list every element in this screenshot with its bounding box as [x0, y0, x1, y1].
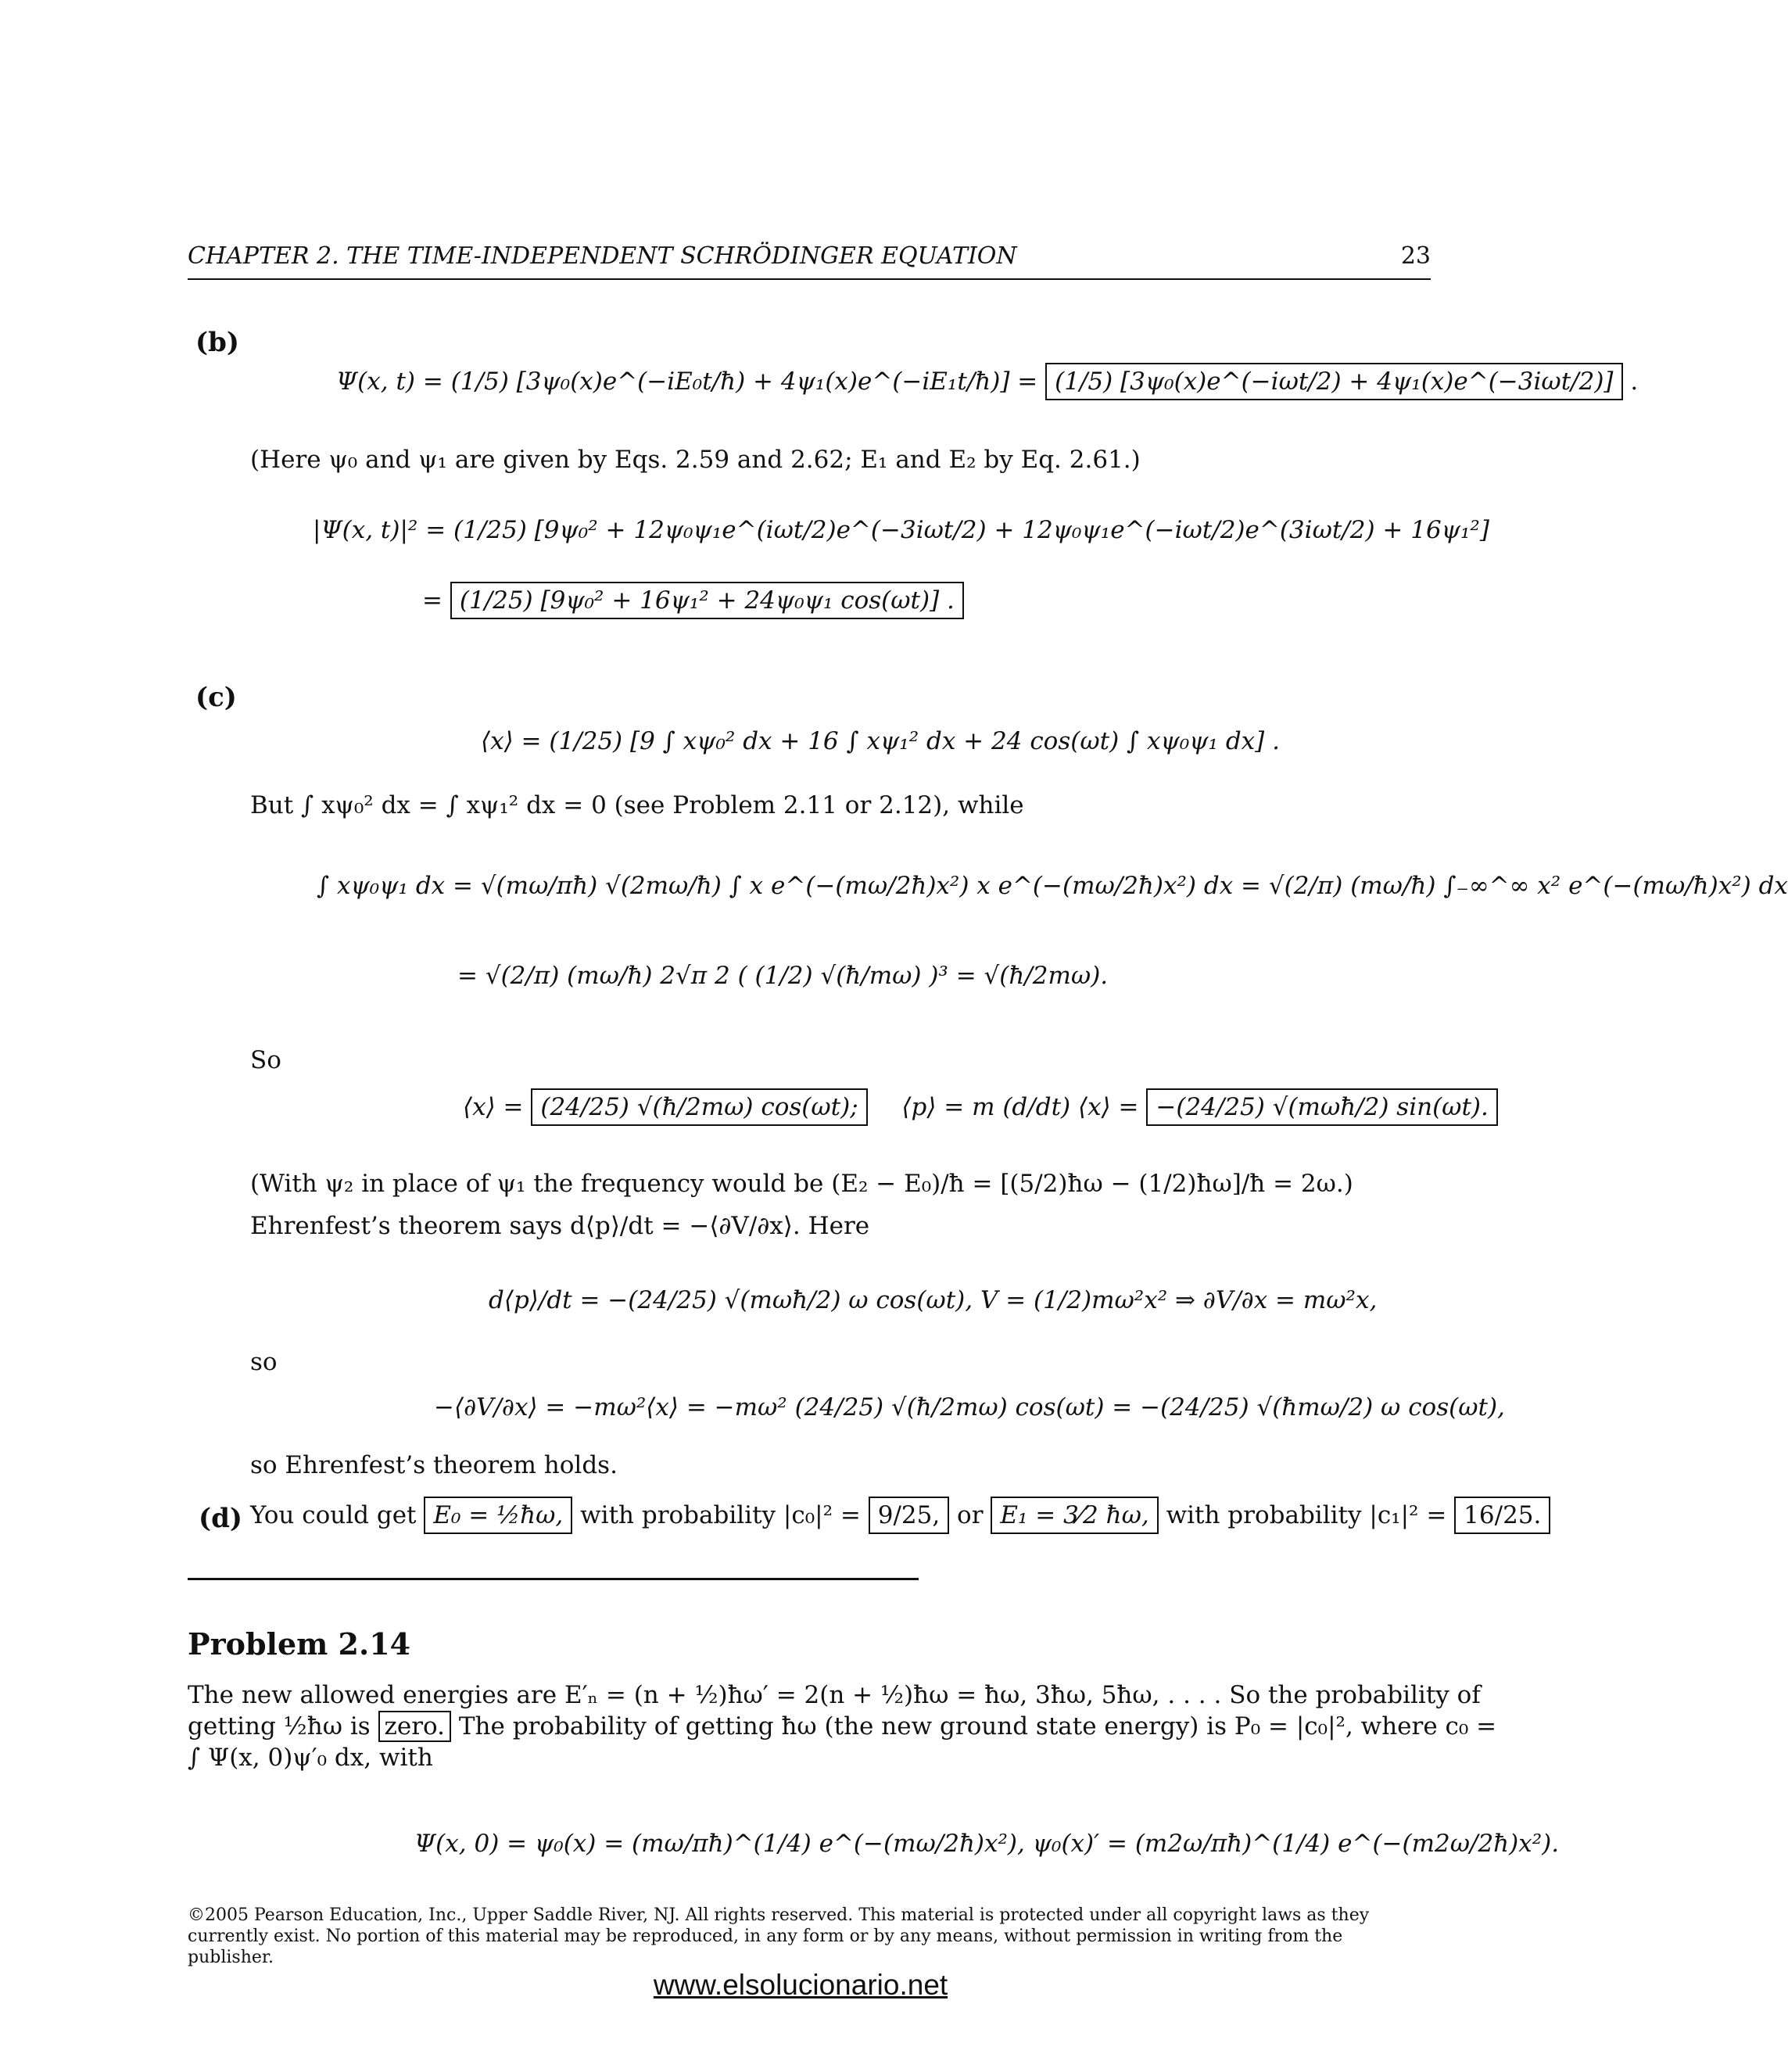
so-label: So — [250, 1046, 281, 1074]
ehrenfest-holds: so Ehrenfest’s theorem holds. — [250, 1451, 618, 1479]
ehrenfest-line: Ehrenfest’s theorem says d⟨p⟩/dt = −⟨∂V/∂x⟩. Here — [250, 1212, 870, 1240]
part-b-label: (b) — [195, 327, 239, 358]
problem-line-3: ∫ Ψ(x, 0)ψ′₀ dx, with — [188, 1744, 433, 1772]
eq-psi-xt — [336, 367, 1638, 396]
p-prefix: ⟨p⟩ = m (d/dt) ⟨x⟩ = — [901, 1093, 1139, 1121]
part-c-label: (c) — [195, 682, 237, 713]
eq-mod-psi-1: |Ψ(x, t)|² = (1/25) [9ψ₀² + 12ψ₀ψ₁e^(iωt/2)e^(−3iωt/2) + 12ψ₀ψ₁e^(−iωt/2)e^(3iωt/2) + 16ψ₁²] — [313, 516, 1489, 544]
part-d-box-prob1: 16/25. — [1454, 1497, 1550, 1534]
eq-x-p-results — [463, 1093, 1498, 1121]
eq-mod-psi-2-boxed: (1/25) [9ψ₀² + 16ψ₁² + 24ψ₀ψ₁ cos(ωt)] . — [450, 582, 964, 619]
eq-dp-dt: d⟨p⟩/dt = −(24/25) √(mωħ/2) ω cos(ωt), V = (1/2)mω²x² ⇒ ∂V/∂x = mω²x, — [489, 1286, 1378, 1314]
eq-expect-x: ⟨x⟩ = (1/25) [9 ∫ xψ₀² dx + 16 ∫ xψ₁² dx + 24 cos(ωt) ∫ xψ₀ψ₁ dx] . — [481, 727, 1280, 755]
part-d-text2: with probability |c₀|² = — [580, 1501, 861, 1529]
chapter-title: CHAPTER 2. THE TIME-INDEPENDENT SCHRÖDINGER EQUATION — [188, 242, 1017, 270]
eq-psi-left: Ψ(x, t) = (1/5) [3ψ₀(x)e^(−iE₀t/ħ) + 4ψ₁(x)e^(−iE₁t/ħ)] = — [336, 367, 1038, 396]
part-d-box-prob0: 9/25, — [869, 1497, 949, 1534]
eq-psi-end: . — [1630, 367, 1639, 396]
page-number: 23 — [1400, 242, 1431, 270]
eq-mod-psi-2 — [422, 586, 964, 615]
part-d-label: (d) — [199, 1503, 242, 1534]
so-lower: so — [250, 1348, 278, 1376]
p-result-boxed: −(24/25) √(mωħ/2) sin(ωt). — [1146, 1088, 1498, 1126]
eq-dv-dx: −⟨∂V/∂x⟩ = −mω²⟨x⟩ = −mω² (24/25) √(ħ/2mω) cos(ωt) = −(24/25) √(ħmω/2) ω cos(ωt), — [434, 1393, 1505, 1421]
eq-psi-boxed: (1/5) [3ψ₀(x)e^(−iωt/2) + 4ψ₁(x)e^(−3iωt/2)] — [1045, 363, 1622, 400]
but-line: But ∫ xψ₀² dx = ∫ xψ₁² dx = 0 (see Problem 2.11 or 2.12), while — [250, 791, 1024, 819]
website-link[interactable]: www.elsolucionario.net — [653, 1969, 948, 2001]
page-header — [188, 242, 1431, 280]
problem-title: Problem 2.14 — [188, 1626, 411, 1662]
eq-integral-1: ∫ xψ₀ψ₁ dx = √(mω/πħ) √(2mω/ħ) ∫ x e^(−(mω/2ħ)x²) x e^(−(mω/2ħ)x²) dx = √(2/π) (mω/ħ) ∫₋∞^∞ x² e^(−(mω/ħ)x²) dx — [317, 872, 1788, 900]
zero-boxed: zero. — [378, 1711, 451, 1742]
x-prefix: ⟨x⟩ = — [463, 1093, 524, 1121]
part-d-box-e1: E₁ = 3⁄2 ħω, — [991, 1497, 1158, 1534]
problem-line-2 — [188, 1712, 1496, 1740]
part-d-text1: You could get — [250, 1501, 417, 1529]
eq-mod-psi-2-prefix: = — [422, 586, 443, 615]
eq-integral-2: = √(2/π) (mω/ħ) 2√π 2 ( (1/2) √(ħ/mω) )³ = √(ħ/2mω). — [457, 962, 1109, 990]
section-divider — [188, 1578, 919, 1580]
part-d-text4: with probability |c₁|² = — [1166, 1501, 1447, 1529]
part-d-line — [250, 1501, 1550, 1529]
frequency-note: (With ψ₂ in place of ψ₁ the frequency would be (E₂ − E₀)/ħ = [(5/2)ħω − (1/2)ħω]/ħ = 2ω.) — [250, 1170, 1353, 1198]
copyright-notice: ©2005 Pearson Education, Inc., Upper Saddle River, NJ. All rights reserved. This material is protected under all copyright laws as they currently exist. No portion of this material may be reproduced, in any form or by any means, without permission in writing from the publisher. — [188, 1905, 1370, 1967]
part-d-text3: or — [957, 1501, 984, 1529]
problem-line-2b: The probability of getting ħω (the new ground state energy) is P₀ = |c₀|², where c₀ = — [458, 1712, 1497, 1740]
eq-psi-initial: Ψ(x, 0) = ψ₀(x) = (mω/πħ)^(1/4) e^(−(mω/2ħ)x²), ψ₀(x)′ = (m2ω/πħ)^(1/4) e^(−(m2ω/2ħ)x²). — [414, 1830, 1560, 1858]
psi-note: (Here ψ₀ and ψ₁ are given by Eqs. 2.59 and 2.62; E₁ and E₂ by Eq. 2.61.) — [250, 446, 1141, 474]
problem-line-2a: getting ½ħω is — [188, 1712, 371, 1740]
problem-line-1: The new allowed energies are E′ₙ = (n + ½)ħω′ = 2(n + ½)ħω = ħω, 3ħω, 5ħω, . . . . So the probability of — [188, 1681, 1481, 1709]
x-result-boxed: (24/25) √(ħ/2mω) cos(ωt); — [531, 1088, 867, 1126]
part-d-box-e0: E₀ = ½ħω, — [424, 1497, 572, 1534]
